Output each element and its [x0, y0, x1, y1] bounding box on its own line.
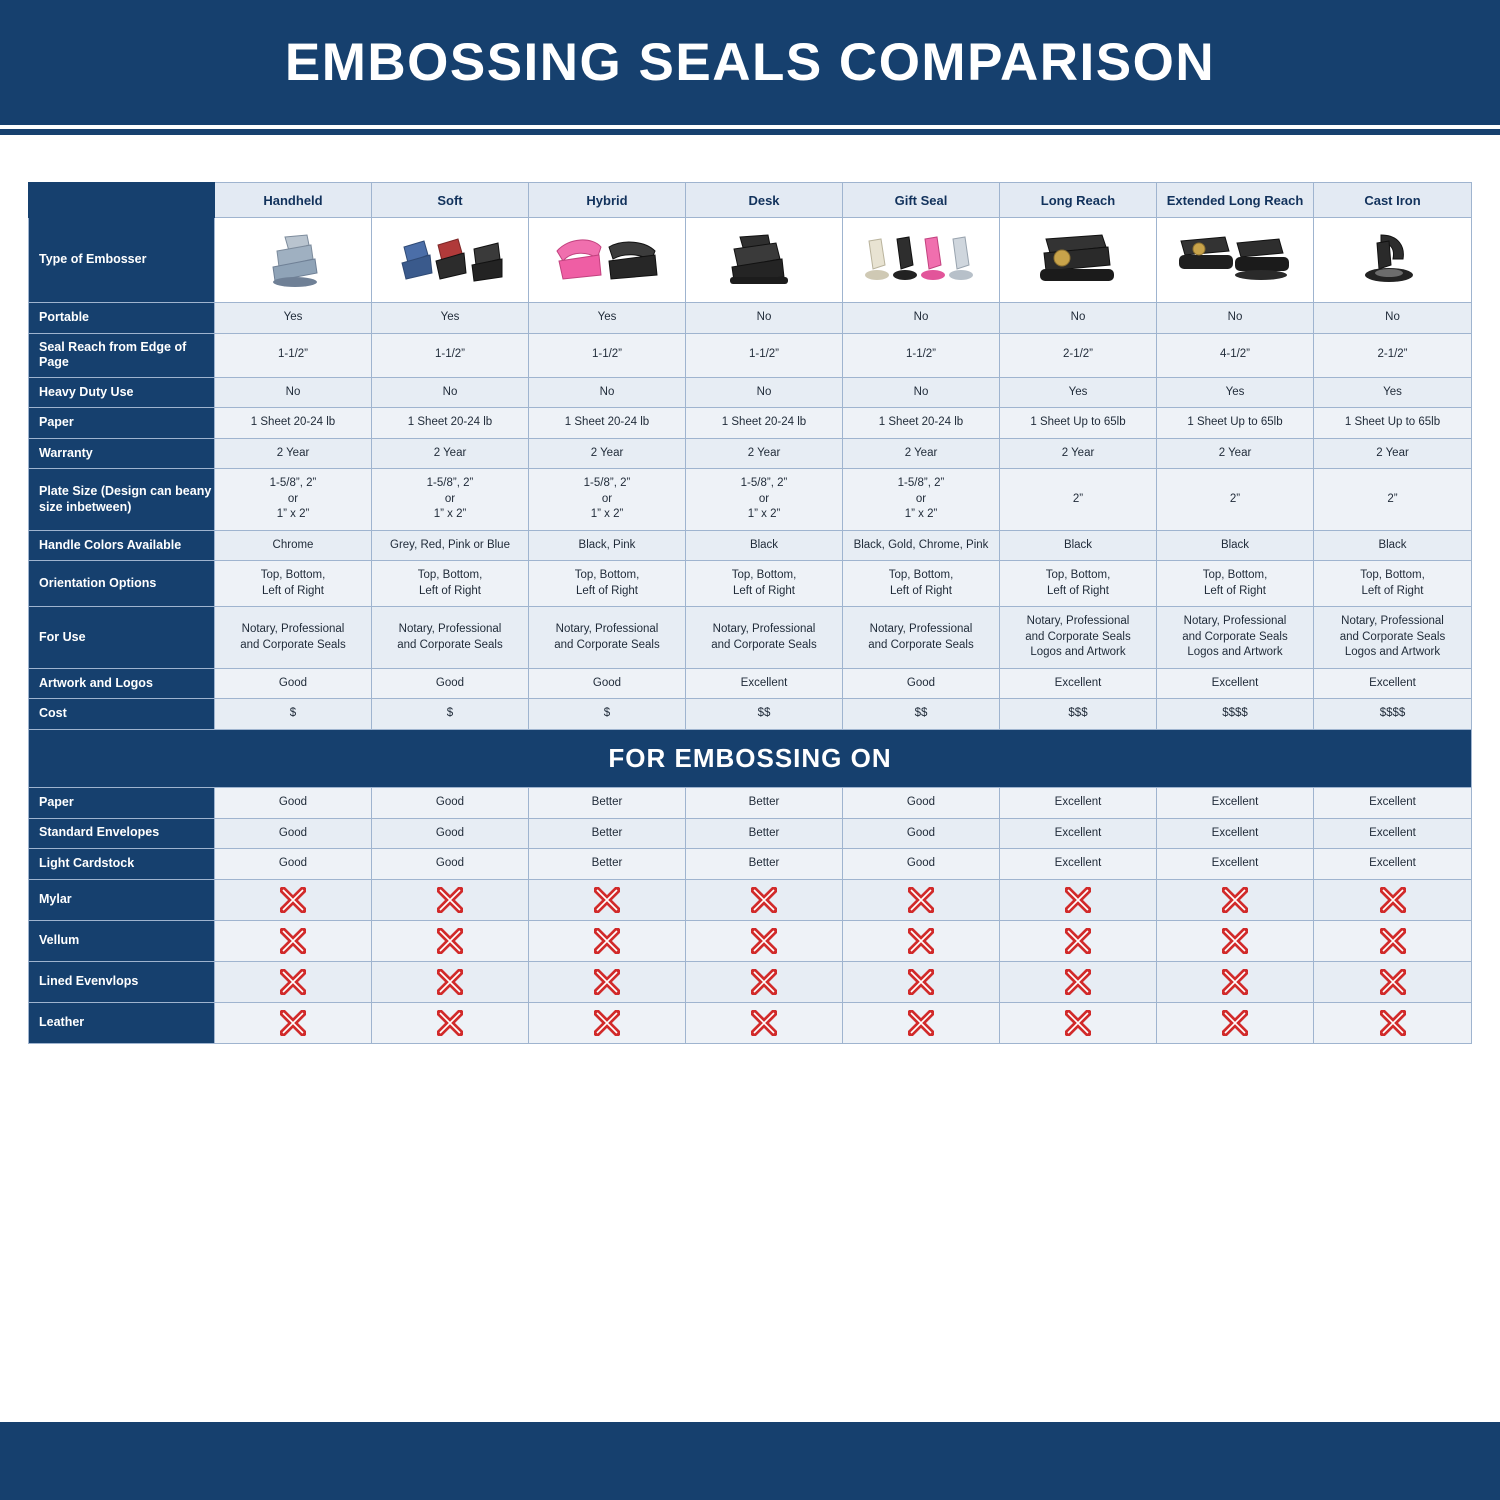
table-cell: No [372, 377, 529, 408]
x-mark-icon [215, 1002, 372, 1043]
table-row [29, 333, 1472, 377]
row-label-heavy-duty-use: Heavy Duty Use [29, 377, 215, 408]
table-row [29, 218, 1472, 303]
table-cell: Top, Bottom, Left of Right [529, 561, 686, 607]
table-cell: Top, Bottom, Left of Right [372, 561, 529, 607]
x-mark-icon [1157, 961, 1314, 1002]
row-label-mylar: Mylar [29, 879, 215, 920]
table-cell: 2-1/2” [1314, 333, 1472, 377]
table-cell: 1-1/2” [686, 333, 843, 377]
table-cell: 2” [1314, 469, 1472, 531]
table-cell: Top, Bottom, Left of Right [1157, 561, 1314, 607]
table-cell: 2 Year [1000, 438, 1157, 469]
row-label-cost: Cost [29, 699, 215, 730]
table-cell: 1-1/2” [372, 333, 529, 377]
table-cell: Yes [529, 303, 686, 334]
x-mark-icon [372, 879, 529, 920]
table-cell: 1-5/8”, 2” or 1” x 2” [686, 469, 843, 531]
table-corner [29, 183, 215, 218]
table-cell: No [686, 303, 843, 334]
table-cell: Excellent [1000, 849, 1157, 880]
x-mark-icon [843, 1002, 1000, 1043]
table-cell: No [1157, 303, 1314, 334]
table-cell: Yes [215, 303, 372, 334]
table-cell: 1 Sheet 20-24 lb [686, 408, 843, 439]
table-cell: Excellent [1000, 668, 1157, 699]
table-cell: Notary, Professional and Corporate Seals Logos and Artwork [1157, 607, 1314, 669]
table-cell: Excellent [1314, 668, 1472, 699]
table-row [29, 530, 1472, 561]
table-cell: 2-1/2” [1000, 333, 1157, 377]
table-cell: No [843, 377, 1000, 408]
table-row [29, 699, 1472, 730]
table-cell: Top, Bottom, Left of Right [843, 561, 1000, 607]
column-header-handheld: Handheld [215, 183, 372, 218]
table-cell: $$$$ [1314, 699, 1472, 730]
table-row [29, 438, 1472, 469]
table-cell: Top, Bottom, Left of Right [215, 561, 372, 607]
table-cell: Better [686, 787, 843, 818]
table-cell: Good [215, 787, 372, 818]
comparison-table [28, 182, 1472, 1044]
table-cell: Notary, Professional and Corporate Seals [686, 607, 843, 669]
table-cell: Notary, Professional and Corporate Seals [843, 607, 1000, 669]
table-row [29, 408, 1472, 439]
table-cell: Excellent [1157, 849, 1314, 880]
table-cell: 2” [1000, 469, 1157, 531]
table-cell: Yes [1157, 377, 1314, 408]
table-cell: Yes [1314, 377, 1472, 408]
x-mark-icon [843, 920, 1000, 961]
table-cell: Top, Bottom, Left of Right [686, 561, 843, 607]
table-cell: No [686, 377, 843, 408]
table-cell: Yes [1000, 377, 1157, 408]
row-label-lined-evenvlops: Lined Evenvlops [29, 961, 215, 1002]
x-mark-icon [1157, 920, 1314, 961]
table-cell: 2 Year [843, 438, 1000, 469]
table-cell: Better [529, 849, 686, 880]
table-cell: Top, Bottom, Left of Right [1314, 561, 1472, 607]
long-reach-embosser-icon [1000, 218, 1157, 303]
x-mark-icon [1314, 961, 1472, 1002]
row-label-type-of-embosser: Type of Embosser [29, 218, 215, 303]
table-row [29, 377, 1472, 408]
row-label-for-use: For Use [29, 607, 215, 669]
page-footer [0, 1417, 1500, 1500]
table-cell: Good [215, 849, 372, 880]
column-header-extended-long-reach: Extended Long Reach [1157, 183, 1314, 218]
comparison-table-wrap [28, 182, 1472, 1044]
table-cell: Good [843, 787, 1000, 818]
row-label-plate-size-design-can-beany-size-inbetween: Plate Size (Design can beany size inbetween) [29, 469, 215, 531]
x-mark-icon [529, 920, 686, 961]
x-mark-icon [215, 920, 372, 961]
table-row [29, 961, 1472, 1002]
table-cell: $$ [686, 699, 843, 730]
header-rule [0, 129, 1500, 135]
table-cell: 2 Year [1314, 438, 1472, 469]
row-label-warranty: Warranty [29, 438, 215, 469]
row-label-standard-envelopes: Standard Envelopes [29, 818, 215, 849]
page-title: EMBOSSING SEALS COMPARISON [284, 33, 1216, 92]
x-mark-icon [1000, 879, 1157, 920]
table-cell: Black, Gold, Chrome, Pink [843, 530, 1000, 561]
row-label-light-cardstock: Light Cardstock [29, 849, 215, 880]
row-label-paper: Paper [29, 787, 215, 818]
x-mark-icon [686, 1002, 843, 1043]
table-cell: 1 Sheet Up to 65lb [1157, 408, 1314, 439]
table-cell: Black, Pink [529, 530, 686, 561]
table-cell: No [215, 377, 372, 408]
x-mark-icon [215, 961, 372, 1002]
table-cell: 1 Sheet 20-24 lb [372, 408, 529, 439]
table-cell: Excellent [1157, 668, 1314, 699]
x-mark-icon [686, 920, 843, 961]
x-mark-icon [372, 920, 529, 961]
table-cell: Better [686, 818, 843, 849]
table-cell: $ [529, 699, 686, 730]
desk-embosser-icon [686, 218, 843, 303]
table-cell: Notary, Professional and Corporate Seals [372, 607, 529, 669]
column-header-long-reach: Long Reach [1000, 183, 1157, 218]
table-cell: Grey, Red, Pink or Blue [372, 530, 529, 561]
table-cell: No [843, 303, 1000, 334]
column-header-hybrid: Hybrid [529, 183, 686, 218]
x-mark-icon [1314, 879, 1472, 920]
table-cell: 1-5/8”, 2” or 1” x 2” [372, 469, 529, 531]
table-cell: Good [529, 668, 686, 699]
x-mark-icon [529, 961, 686, 1002]
x-mark-icon [686, 961, 843, 1002]
x-mark-icon [1157, 1002, 1314, 1043]
table-cell: $ [215, 699, 372, 730]
table-cell: No [1000, 303, 1157, 334]
x-mark-icon [686, 879, 843, 920]
table-cell: Chrome [215, 530, 372, 561]
table-cell: Excellent [1000, 818, 1157, 849]
table-cell: 1 Sheet 20-24 lb [215, 408, 372, 439]
row-label-paper: Paper [29, 408, 215, 439]
table-row [29, 1002, 1472, 1043]
table-cell: Notary, Professional and Corporate Seals [215, 607, 372, 669]
row-label-seal-reach-from-edge-of-page: Seal Reach from Edge of Page [29, 333, 215, 377]
x-mark-icon [529, 879, 686, 920]
table-cell: No [1314, 303, 1472, 334]
column-header-soft: Soft [372, 183, 529, 218]
table-cell: 2” [1157, 469, 1314, 531]
table-cell: Excellent [686, 668, 843, 699]
table-cell: 1-1/2” [215, 333, 372, 377]
table-cell: 1 Sheet Up to 65lb [1314, 408, 1472, 439]
table-cell: No [529, 377, 686, 408]
x-mark-icon [1157, 879, 1314, 920]
table-cell: $ [372, 699, 529, 730]
row-label-vellum: Vellum [29, 920, 215, 961]
table-row [29, 469, 1472, 531]
row-label-artwork-and-logos: Artwork and Logos [29, 668, 215, 699]
row-label-handle-colors-available: Handle Colors Available [29, 530, 215, 561]
x-mark-icon [529, 1002, 686, 1043]
table-cell: 1 Sheet 20-24 lb [529, 408, 686, 439]
table-cell: Notary, Professional and Corporate Seals Logos and Artwork [1314, 607, 1472, 669]
table-row [29, 787, 1472, 818]
table-row [29, 818, 1472, 849]
row-label-leather: Leather [29, 1002, 215, 1043]
table-cell: Good [372, 668, 529, 699]
table-cell: Excellent [1157, 818, 1314, 849]
x-mark-icon [843, 961, 1000, 1002]
table-cell: 4-1/2” [1157, 333, 1314, 377]
table-row [29, 607, 1472, 669]
x-mark-icon [1000, 961, 1157, 1002]
table-cell: Good [372, 849, 529, 880]
section-banner-for-embossing-on: FOR EMBOSSING ON [29, 729, 1472, 787]
x-mark-icon [1000, 1002, 1157, 1043]
column-header-cast-iron: Cast Iron [1314, 183, 1472, 218]
table-cell: Black [686, 530, 843, 561]
table-cell: Better [686, 849, 843, 880]
x-mark-icon [372, 1002, 529, 1043]
table-cell: 1 Sheet 20-24 lb [843, 408, 1000, 439]
table-cell: 1 Sheet Up to 65lb [1000, 408, 1157, 439]
table-cell: Notary, Professional and Corporate Seals [529, 607, 686, 669]
table-cell: Excellent [1314, 787, 1472, 818]
table-cell: 2 Year [1157, 438, 1314, 469]
x-mark-icon [372, 961, 529, 1002]
x-mark-icon [843, 879, 1000, 920]
column-header-desk: Desk [686, 183, 843, 218]
table-cell: 2 Year [686, 438, 843, 469]
hybrid-embosser-icon [529, 218, 686, 303]
cast-iron-embosser-icon [1314, 218, 1472, 303]
extended-long-reach-embosser-icon [1157, 218, 1314, 303]
table-cell: Black [1000, 530, 1157, 561]
table-cell: Black [1314, 530, 1472, 561]
table-cell: Notary, Professional and Corporate Seals Logos and Artwork [1000, 607, 1157, 669]
table-row [29, 879, 1472, 920]
table-cell: Good [843, 668, 1000, 699]
table-cell: 1-5/8”, 2” or 1” x 2” [843, 469, 1000, 531]
table-cell: Yes [372, 303, 529, 334]
table-row [29, 849, 1472, 880]
x-mark-icon [1314, 920, 1472, 961]
table-row [29, 303, 1472, 334]
table-cell: Excellent [1314, 849, 1472, 880]
table-cell: $$$$ [1157, 699, 1314, 730]
table-cell: Good [843, 849, 1000, 880]
table-cell: Excellent [1000, 787, 1157, 818]
table-cell: Good [372, 818, 529, 849]
table-cell: 2 Year [529, 438, 686, 469]
soft-embosser-icon [372, 218, 529, 303]
table-cell: Better [529, 787, 686, 818]
table-cell: 1-5/8”, 2” or 1” x 2” [215, 469, 372, 531]
table-cell: 2 Year [372, 438, 529, 469]
x-mark-icon [215, 879, 372, 920]
table-row [29, 920, 1472, 961]
x-mark-icon [1000, 920, 1157, 961]
table-cell: 1-5/8”, 2” or 1” x 2” [529, 469, 686, 531]
table-cell: $$$ [1000, 699, 1157, 730]
row-label-orientation-options: Orientation Options [29, 561, 215, 607]
gift-seal-embosser-icon [843, 218, 1000, 303]
table-cell: 2 Year [215, 438, 372, 469]
column-header-gift-seal: Gift Seal [843, 183, 1000, 218]
page-header [0, 0, 1500, 129]
x-mark-icon [1314, 1002, 1472, 1043]
table-cell: Black [1157, 530, 1314, 561]
table-cell: Better [529, 818, 686, 849]
table-cell: 1-1/2” [529, 333, 686, 377]
row-label-portable: Portable [29, 303, 215, 334]
table-cell: $$ [843, 699, 1000, 730]
table-cell: Good [215, 668, 372, 699]
table-cell: Good [843, 818, 1000, 849]
table-cell: Excellent [1314, 818, 1472, 849]
table-cell: Good [215, 818, 372, 849]
table-row [29, 668, 1472, 699]
table-row [29, 561, 1472, 607]
table-cell: 1-1/2” [843, 333, 1000, 377]
handheld-embosser-icon [215, 218, 372, 303]
table-cell: Good [372, 787, 529, 818]
table-cell: Excellent [1157, 787, 1314, 818]
table-cell: Top, Bottom, Left of Right [1000, 561, 1157, 607]
